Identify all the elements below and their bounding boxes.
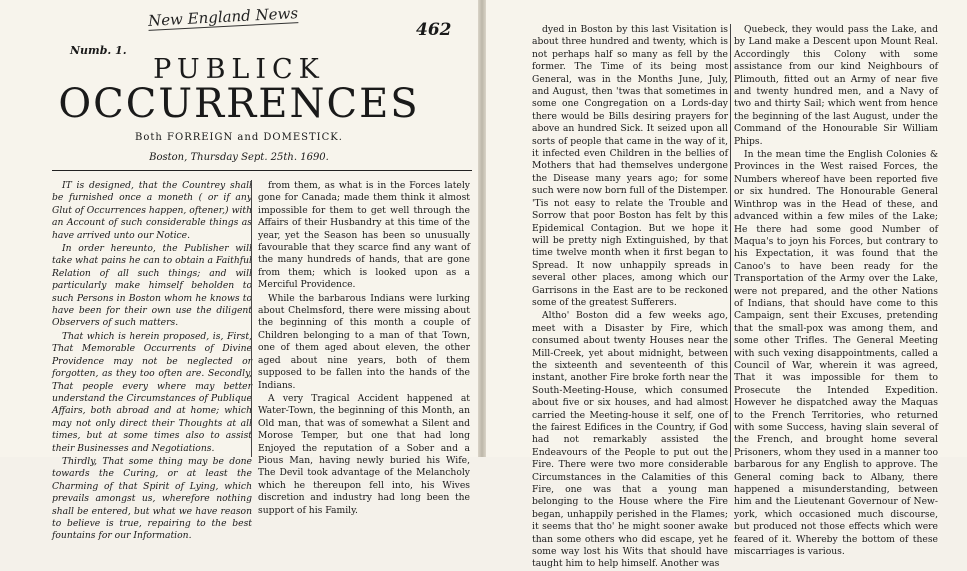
left-page-column-2 bbox=[252, 180, 470, 516]
dateline: Boston, Thursday Sept. 25th. 1690. bbox=[149, 152, 329, 163]
paragraph: dyed in Boston by this last Visitation is about three hundred and twenty, which is not perhaps half so many as fell by the former. The Time of its being most General, was in the Months June, July, and August, then 'twas that sometimes in some one Congregation on a Lords-day there would be Bills desiring prayers for above an hundred Sick. It seized upon all sorts of people that came in the way of it, it infected even Children in the bellies of Mothers that had themselves undergone the Disease many years ago; for some such were now born full of the Distemper. 'Tis not easy to relate the Trouble and Sorrow that poor Boston has felt by this Epidemical Contagion. But we hope it will be pretty nigh Extinguished, by that time twelve month when it first began to Spread. It now unhappily spreads in several other places, among which our Garrisons in the East are to be reckoned some of the greatest Sufferers. bbox=[532, 24, 728, 308]
paragraph: A very Tragical Accident happened at Water-Town, the beginning of this Month, an Old man, that was of somewhat a Silent and Morose Temper, but one that had long Enjoyed the reputation of a Sober and a Pious Man, having newly buried his Wife, The Devil took advantage of the Melancholy which he thereupon fell into, his Wives discretion and industry had long been the support of his Family. bbox=[258, 392, 470, 516]
masthead-title-line-2: OCCURRENCES bbox=[58, 81, 420, 127]
paragraph: While the barbarous Indians were lurking about Chelmsford, there were missing about the beginning of this month a couple of Children belonging to a man of that Town, one of them aged about eleven, the other aged about nine years, both of them supposed to be fallen into the hands of the Indians. bbox=[258, 292, 470, 391]
masthead-subtitle: Both FORREIGN and DOMESTICK. bbox=[135, 132, 343, 143]
paragraph: Altho' Boston did a few weeks ago, meet with a Disaster by Fire, which consumed about twenty Houses near the Mill-Creek, yet about midnight, between the sixteenth and seventeenth of this instant, another Fire broke forth near the South-Meeting-House, which consumed about five or six houses, and had almost carried the Meeting-house it self, one of the fairest Edifices in the Country, if God had not remarkably assisted the Endeavours of the People to put out the Fire. There were two more considerable Circumstances in the Calamities of this Fire, one was that a young man belonging to the House where the Fire began, unhappily perished in the Flames; it seems that tho' he might sooner awake than some others who did escape, yet he some way lost his Wits that should have taught him to help himself. Another was bbox=[532, 310, 728, 570]
right-page-column-2 bbox=[734, 24, 938, 558]
right-page-column-1 bbox=[532, 24, 728, 570]
masthead-title-line-1: PUBLICK bbox=[153, 54, 325, 85]
paragraph: In the mean time the English Colonies & Provinces in the West raised Forces, the Numbers whereof have been reported five or six hundred. The Honourable General Winthrop was in the Head of these, and advanced within a few miles of the Lake; He there had some good Number of Maqua's to joyn his Forces, but contrary to his Expectation, it was found that the Canoo's to have been ready for the Transportation of the Army over the Lake, were not prepared, and the other Nations of Indians, that should have come to this Campaign, sent their Excuses, pretending that the small-pox was among them, and some other Trifles. The General Meeting with such vexing disappointments, called a Council of War, wherein it was agreed, That it was impossible for them to Prosecute the Intended Expedition. However he dispatched away the Maquas to the French Territories, who returned with some Success, having slain several of the French, and brought home several Prisoners, whom they used in a manner too barbarous for any English to approve. The General coming back to Albany, there happened a misunderstanding, between him and the Lieutenant Governour of New-york, which occasioned much discourse, but produced not those effects which were feared of it. Whereby the bottom of these miscarriages is various. bbox=[734, 149, 938, 558]
paragraph: In order hereunto, the Publisher will take what pains he can to obtain a Faithful Relation of all such things; and will particularly make himself beholden to such Persons in Boston whom he knows to have been for their own use the diligent Observers of such matters. bbox=[52, 243, 252, 329]
paragraph: Quebeck, they would pass the Lake, and by Land make a Descent upon Mount Real. Accordingly this Colony with some assistance from our kind Neighbours of Plimouth, fitted out an Army of near five and twenty hundred men, and a Navy of two and thirty Sail; which went from hence the beginning of the last August, under the Command of the Honourable Sir William Phips. bbox=[734, 24, 938, 147]
right-newspaper-page bbox=[486, 0, 967, 570]
left-page-column-1 bbox=[52, 180, 252, 542]
book-gutter bbox=[478, 0, 486, 457]
handwritten-note: New England News bbox=[147, 4, 299, 30]
paragraph: Thirdly, That some thing may be done towards the Curing, or at least the Charming of that Spirit of Lying, which prevails amongst us, wherefore nothing shall be entered, but what we have reason to believe is true, repairing to the best fountains for our Information. bbox=[52, 455, 252, 542]
issue-number: Numb. 1. bbox=[70, 44, 127, 57]
page-number: 462 bbox=[416, 20, 452, 40]
masthead-rule bbox=[52, 170, 472, 171]
column-divider bbox=[730, 24, 731, 457]
left-newspaper-page bbox=[0, 0, 478, 542]
paragraph: That which is herein proposed, is, First, That Memorable Occurrents of Divine Providence may not be neglected or forgotten, as they too often are. Secondly, That people every where may better understand the Circumstances of Publique Affairs, both abroad and at home; which may not only direct their Thoughts at all times, but at some times also to assist their Businesses and Negotiations. bbox=[52, 330, 252, 454]
paragraph: from them, as what is in the Forces lately gone for Canada; made them think it almost impossible for them to get well through the Affairs of their Husbandry at this time of the year, yet the Season has been so unusually favourable that they scarce find any want of the many hundreds of hands, that are gone from them; which is looked upon as a Merciful Providence. bbox=[258, 180, 470, 291]
paragraph: IT is designed, that the Countrey shall be furnished once a moneth ( or if any Glut of Occurrences happen, oftener,) with an Account of such considerable things as have arrived unto our Notice. bbox=[52, 180, 252, 241]
